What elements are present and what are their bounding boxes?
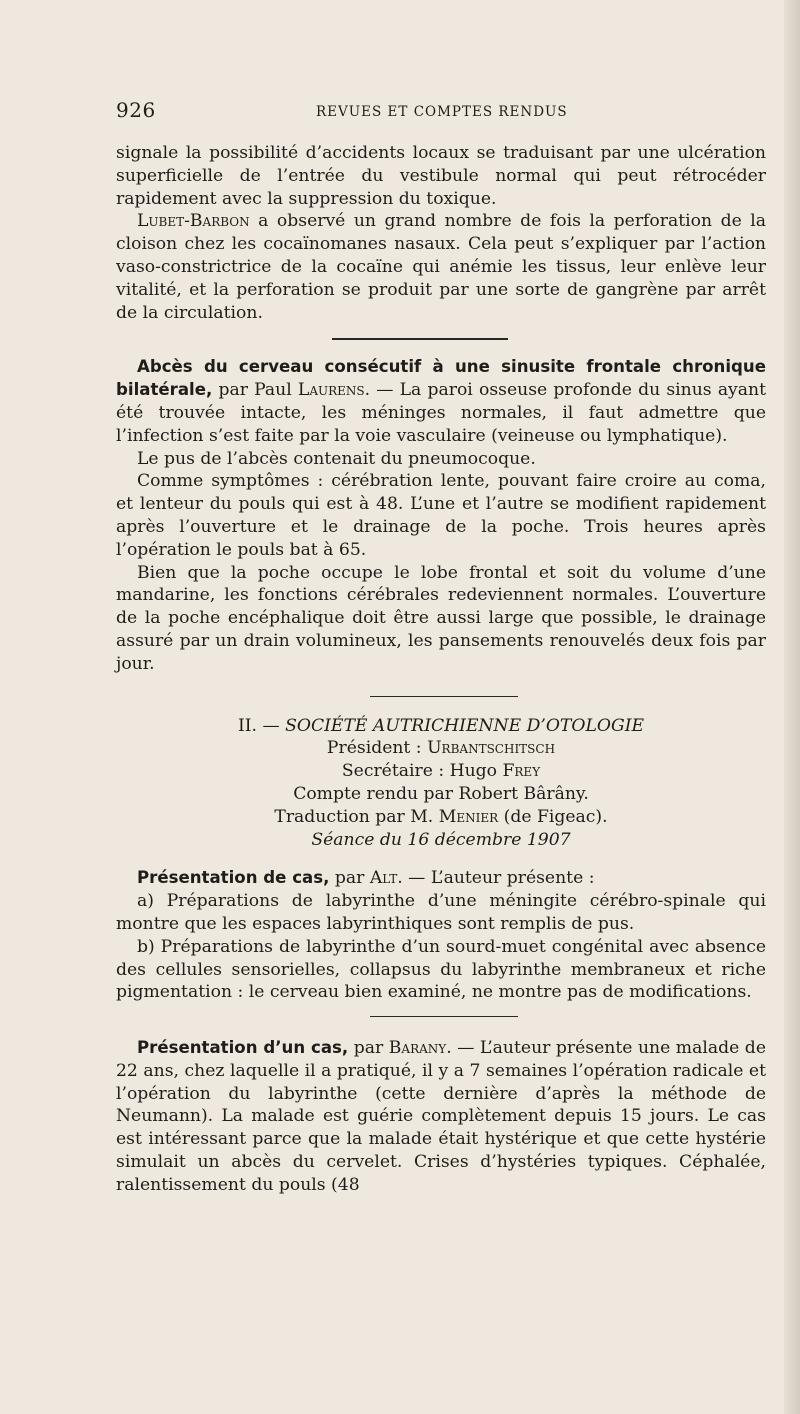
article-text: . — La paroi osseuse profonde du sinus ayant été trouvée intacte, les méninges normales, il faut admettre que l’infection s’est faite par la voie vasculaire (veineuse ou lymphatique).	[116, 380, 766, 446]
byline: par	[348, 1038, 389, 1059]
paragraph-treatment: Bien que la poche occupe le lobe frontal et soit du volume d’une mandarine, les fonctions cérébrales redeviennent normales. L’ouverture de la poche encéphalique doit être aussi large que possible, le drainage assuré par un drain volumineux, les pansements renouvelés deux fois par jour.	[116, 562, 766, 674]
label: Traduction par M.	[274, 806, 439, 827]
author-name: Laurens	[297, 380, 365, 401]
secretary-name: Frey	[502, 761, 541, 782]
page-number: 926	[116, 98, 156, 122]
translator-name: Menier	[438, 806, 499, 827]
presentation-barany	[116, 1037, 766, 1197]
label: (de Figeac).	[498, 806, 608, 827]
society-report: Compte rendu par Robert Bârâny.	[293, 783, 589, 804]
label: Président :	[326, 738, 428, 759]
author-name: Lubet-Barbon	[137, 211, 250, 232]
society-president	[116, 737, 766, 760]
section-number: II. —	[237, 715, 286, 736]
article-title: Abcès du cerveau consécutif à une sinusite frontale chronique bilatérale,	[116, 357, 766, 400]
paragraph-text: a observé un grand nombre de fois la perforation de la cloison chez les cocaïnomanes nasaux. Cela peut s’expliquer par l’action vaso-constrictrice de la cocaïne qui anémie les tissus, leur enlève leur vitalité, et la perforation se produit par une sorte de gangrène par arrêt de la circulation.	[116, 211, 766, 323]
presentation-title: Présentation de cas,	[137, 868, 330, 888]
presentation-text: . — L’auteur présente :	[397, 868, 595, 889]
society-title	[116, 715, 766, 738]
society-translation	[116, 806, 766, 829]
society-name: SOCIÉTÉ AUTRICHIENNE D’OTOLOGIE	[285, 715, 645, 736]
article-abces	[116, 356, 766, 447]
paragraph-pus: Le pus de l’abcès contenait du pneumocoque.	[137, 448, 536, 469]
presentation-alt	[116, 867, 766, 890]
page-edge	[784, 0, 800, 1414]
presentation-title: Présentation d’un cas,	[137, 1038, 349, 1058]
paragraph-perforation	[116, 210, 766, 324]
running-head: REVUES ET COMPTES RENDUS	[316, 104, 568, 120]
president-name: Urbantschitsch	[427, 738, 556, 759]
presentation-text: . — L’auteur présente une malade de 22 ans, chez laquelle il a pratiqué, il y a 7 semaines l’opération radicale et l’opération du labyrinthe (cette dernière d’après la méthode de Neumann). La malade est guérie complètement depuis 15 jours. Le cas est intéressant parce que la malade était hystérique et que cette hystérie simulait un abcès du cervelet. Crises d’hystéries typiques. Céphalée, ralentissement du pouls (48	[116, 1038, 766, 1195]
byline: par Paul	[212, 380, 298, 401]
page-header	[116, 98, 766, 130]
label: Secrétaire : Hugo	[341, 761, 503, 782]
item-b: b) Préparations de labyrinthe d’un sourd-muet congénital avec absence des cellules sensorielles, collapsus du labyrinthe membraneux et riche pigmentation : le cerveau bien examiné, ne montre pas de modifications.	[116, 936, 766, 1003]
byline: par	[329, 868, 370, 889]
society-heading	[116, 715, 766, 852]
item-a: a) Préparations de labyrinthe d’une méningite cérébro-spinale qui montre que les espaces labyrinthiques sont remplis de pus.	[116, 891, 766, 934]
author-name: Alt	[369, 868, 398, 889]
session-date: Séance du 16 décembre 1907	[311, 829, 571, 850]
society-secretary	[116, 760, 766, 783]
author-name: Barany	[388, 1038, 447, 1059]
paragraph-ulceration: signale la possibilité d’accidents locaux se traduisant par une ulcération superficielle de l’entrée du vestibule normal qui peut rétrocéder rapidement avec la suppression du toxique.	[116, 143, 766, 209]
paragraph-symptoms: Comme symptômes : cérébration lente, pouvant faire croire au coma, et lenteur du pouls qui est à 48. L’une et l’autre se modifient rapidement après l’ouverture et le drainage de la poche. Trois heures après l’opération le pouls bat à 65.	[116, 471, 766, 560]
page	[116, 98, 766, 1197]
